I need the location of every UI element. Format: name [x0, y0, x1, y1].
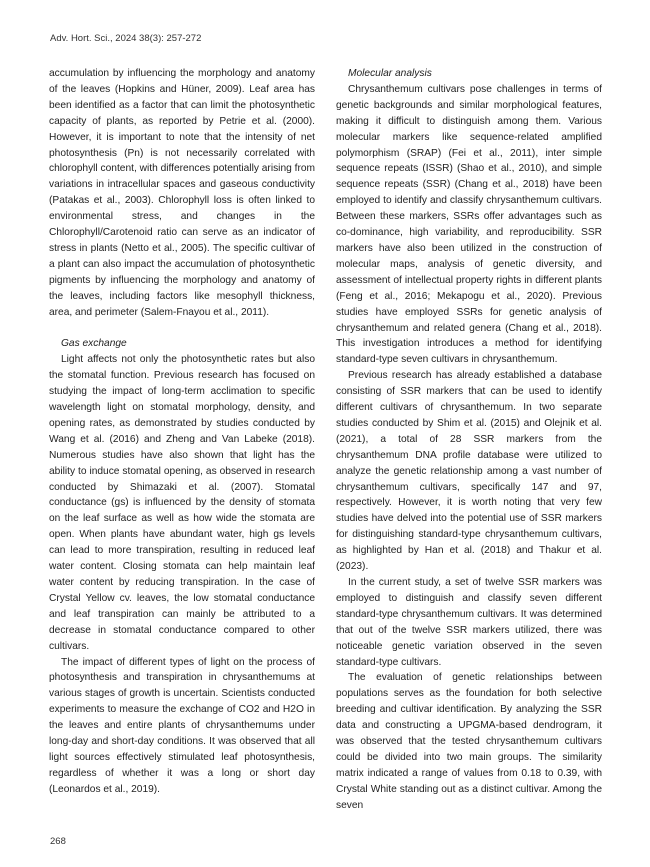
section-heading-molecular-analysis: Molecular analysis: [348, 68, 432, 79]
left-column: [49, 66, 315, 798]
paragraph-ssr-database: Previous research has already established a database consisting of SSR markers that can be used to identify different cultivars of chrysanthemum. In two separate studies conducted by Shim et al. (2015) and Olejnik et al. (2021), a total of 28 SSR markers from the chrysanthemum DNA profile database were utilized to analyze the genetic relationship among a vast number of chrysanthemum cultivars, specifically 147 and 97, respectively. However, it is worth noting that very few studies have delved into the potential use of SSR markers for distinguishing standard-type chrysanthemum cultivars, as highlighted by Han et al. (2018) and Thakur et al. (2023).: [336, 370, 602, 573]
running-header: Adv. Hort. Sci., 2024 38(3): 257-272: [50, 33, 202, 44]
page-number: 268: [50, 836, 66, 847]
paragraph-current-study: In the current study, a set of twelve SSR markers was employed to distinguish and classify seven different standard-type chrysanthemum cultivars. It was determined that out of the twelve SSR markers utilized, there was noticeable genetic variation observed in the seven standard-type cultivars.: [336, 577, 602, 668]
right-column: [336, 66, 602, 814]
paragraph-light-photosynthesis: The impact of different types of light on the process of photosynthesis and transpiration in chrysanthemums at various stages of growth is uncertain. Scientists conducted experiments to measure the exchange of CO2 and H2O in the leaves and entire plants of chrysanthemums under long-day and short-day conditions. It was observed that all light sources effectively stimulated leaf photosynthesis, regardless of whether it was a long or short day (Leonardos et al., 2019).: [49, 656, 315, 795]
paragraph-leaf-morphology: accumulation by influencing the morphology and anatomy of the leaves (Hopkins and Hüner, 2009). Leaf area has been identified as a factor that can limit the photosynthetic capacity of plants, as reported by Petrie et al. (2000). However, it is important to note that the intensity of net photosynthesis (Pn) is not necessarily correlated with chlorophyll content, with differences potentially arising from variations in intracellular spaces and gaseous conductivity (Patakas et al., 2003). Chlorophyll loss is often linked to environmental stress, and changes in the Chlorophyll/Carotenoid ratio can serve as an indicator of stress in plants (Netto et al., 2005). The specific cultivar of a plant can also impact the accumulation of photosynthetic pigments by influencing the morphology and anatomy of the leaves, including factors like mesophyll thickness, area, and perimeter (Salem-Fnayou et al., 2011).: [49, 68, 315, 318]
paragraph-molecular-markers: Chrysanthemum cultivars pose challenges in terms of genetic backgrounds and similar morphological features, making it difficult to distinguish among them. Various molecular markers like sequence-related amplified polymorphism (SRAP) (Fei et al., 2011), inter simple sequence repeats (ISSR) (Shao et al., 2010), and simple sequence repeats (SSR) (Chang et al., 2018) have been employed to identify and classify chrysanthemum cultivars. Between these markers, SSRs offer advantages such as co-dominance, high variability, and reproducibility. SSR markers have also been utilized in the construction of molecular maps, analysis of genetic diversity, and assessment of intellectual property rights in different plants (Feng et al., 2016; Mekapogu et al., 2020). Previous studies have employed SSRs for genetic analysis of chrysanthemum and related genera (Chang et al., 2018). This investigation introduces a method for identifying standard-type seven cultivars in chrysanthemum.: [336, 83, 602, 366]
section-heading-gas-exchange: Gas exchange: [61, 338, 127, 350]
paragraph-genetic-relationships: The evaluation of genetic relationships between populations serves as the foundation for both selective breeding and cultivar identification. By analyzing the SSR data and constructing a UPGMA-based dendrogram, it was observed that the tested chrysanthemum cultivars could be divided into two main groups. The similarity matrix indicated a range of values from 0.18 to 0.39, with Crystal White standing out as a distinct cultivar. Among the seven: [336, 672, 602, 811]
paragraph-stomatal-function: Light affects not only the photosynthetic rates but also the stomatal function. Previous research has focused on studying the impact of long-term acclimation to specific wavelength light on stomatal morphology, density, and opening rates, as demonstrated by studies conducted by Wang et al. (2016) and Zheng and Van Labeke (2018). Numerous studies have also shown that light has the ability to induce stomatal opening, as observed in research conducted by Shimazaki et al. (2007). Stomatal conductance (gs) is influenced by the density of stomata on the leaf surface as well as how wide the stomata are open. When plants have abundant water, high gs levels can lead to more transpiration, resulting in reduced leaf water content. Closing stomata can help maintain leaf water content by reducing transpiration. In the case of Crystal Yellow cv. leaves, the low stomatal conductance and leaf transpiration can mainly be attributed to a decrease in stomatal conductance compared to other cultivars.: [49, 354, 315, 652]
